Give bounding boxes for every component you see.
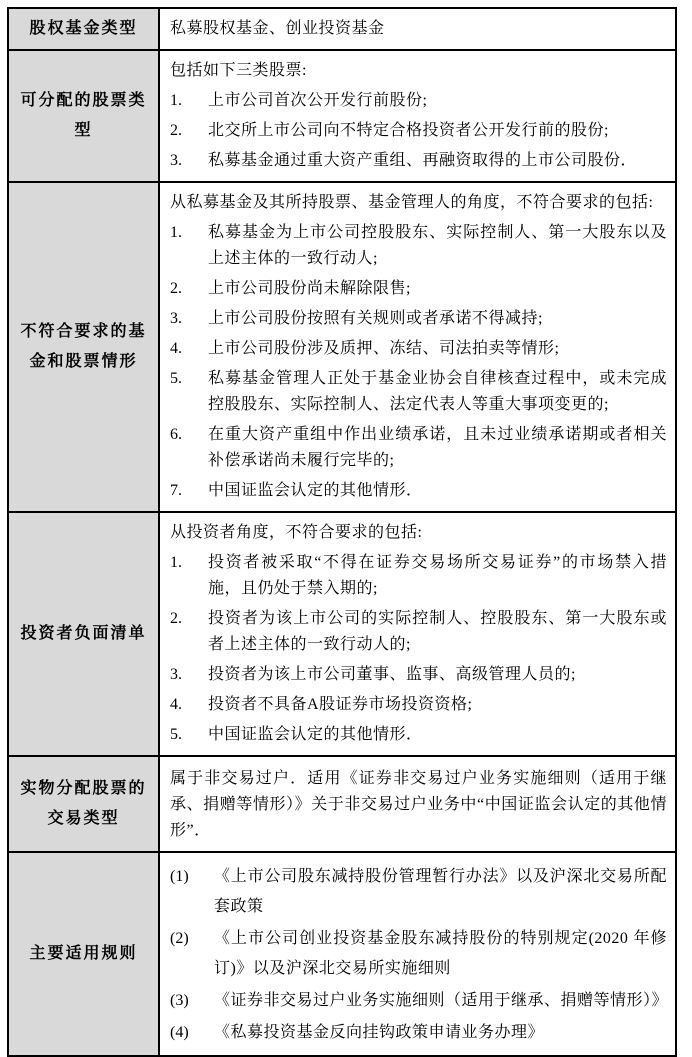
- row-content-cell: [160, 853, 675, 1055]
- row-content-cell: [160, 51, 675, 181]
- row-header-label: 股权基金类型: [29, 20, 138, 37]
- list-item-number: 5.: [170, 370, 182, 387]
- list-item-text: 北交所上市公司向不特定合格投资者公开发行前的股份;: [208, 122, 609, 139]
- list-item-number: 1.: [170, 92, 182, 109]
- row-header-label: 主要适用规则: [29, 945, 138, 962]
- list-item: [170, 606, 667, 658]
- list-item-text: 投资者不具备A股证券市场投资资格;: [208, 696, 473, 713]
- list-item-number: 2.: [170, 280, 182, 297]
- row-header-cell: [9, 51, 160, 181]
- list-item-number: 1.: [170, 554, 182, 571]
- row-content-cell: [160, 513, 675, 755]
- list-item-text: 《上市公司创业投资基金股东减持股份的特别规定(2020 年修订)》以及沪深北交易所实施细则: [214, 930, 667, 977]
- list-item: [170, 148, 667, 174]
- list-item: [170, 862, 667, 922]
- paragraph: 从投资者角度，不符合要求的包括:: [170, 524, 423, 541]
- paragraph: 属于非交易过户．适用《证券非交易过户业务实施细则（适用于继承、捐赠等情形）》关于非交易过户业务中“中国证监会认定的其他情形”．: [170, 770, 667, 839]
- row-header-label: 实物分配股票的交易类型: [20, 780, 147, 827]
- row-header-cell: [9, 853, 160, 1055]
- list-item-number: 2.: [170, 122, 182, 139]
- paragraph: 从私募基金及其所持股票、基金管理人的角度，不符合要求的包括:: [170, 194, 654, 211]
- list-item-text: 上市公司首次公开发行前股份;: [208, 92, 428, 109]
- list-item-number: 1.: [170, 224, 182, 241]
- table-row: [9, 183, 675, 513]
- row-header-label: 可分配的股票类型: [20, 92, 147, 139]
- list-item-number: 4.: [170, 340, 182, 357]
- list-item: [170, 220, 667, 272]
- list-item-text: 私募基金管理人正处于基金业协会自律核查过程中，或未完成控股股东、实际控制人、法定代表人等重大事项变更的;: [208, 370, 667, 413]
- paragraph: 包括如下三类股票:: [170, 62, 307, 79]
- list-item-text: 中国证监会认定的其他情形．: [208, 482, 423, 499]
- list-item-text: 《私募投资基金反向挂钩政策申请业务办理》: [214, 1024, 545, 1041]
- row-content-cell: [160, 757, 675, 851]
- row-header-cell: [9, 513, 160, 755]
- row-header-cell: [9, 183, 160, 511]
- table-row: [9, 9, 675, 51]
- fund-rules-table: [7, 7, 677, 1057]
- table-row: [9, 853, 675, 1055]
- list-item-text: 投资者被采取“不得在证券交易场所交易证券”的市场禁入措施，且仍处于禁入期的;: [208, 554, 667, 597]
- list-item-text: 《证券非交易过户业务实施细则（适用于继承、捐赠等情形）》: [214, 992, 669, 1009]
- list-item: [170, 336, 667, 362]
- list-item-text: 中国证监会认定的其他情形．: [208, 726, 423, 743]
- list-item: [170, 1018, 667, 1048]
- list-item-number: 5.: [170, 726, 182, 743]
- list-item: [170, 924, 667, 984]
- list-item-number: 2.: [170, 610, 182, 627]
- paragraph: 私募股权基金、创业投资基金: [170, 20, 385, 37]
- row-header-label: 不符合要求的基金和股票情形: [20, 323, 147, 370]
- table-row: [9, 513, 675, 757]
- list-item-text: 投资者为该上市公司的实际控制人、控股股东、第一大股东或者上述主体的一致行动人的;: [208, 610, 667, 653]
- list-item-text: 私募基金为上市公司控股股东、实际控制人、第一大股东以及上述主体的一致行动人;: [208, 224, 667, 267]
- list-item: [170, 692, 667, 718]
- list-item: [170, 366, 667, 418]
- list-item: [170, 986, 667, 1016]
- row-content-cell: [160, 183, 675, 511]
- list-item-number: (1): [170, 868, 189, 885]
- list-item-number: 4.: [170, 696, 182, 713]
- list-item: [170, 276, 667, 302]
- list-item-number: 3.: [170, 666, 182, 683]
- list-item-number: (4): [170, 1024, 189, 1041]
- list-item-number: (3): [170, 992, 189, 1009]
- list-item: [170, 478, 667, 504]
- list-item: [170, 722, 667, 748]
- list-item-number: (2): [170, 930, 189, 947]
- list-item-text: 投资者为该上市公司董事、监事、高级管理人员的;: [208, 666, 576, 683]
- list-item-text: 上市公司股份尚未解除限售;: [208, 280, 411, 297]
- table-row: [9, 51, 675, 183]
- row-header-cell: [9, 757, 160, 851]
- list-item-text: 上市公司股份按照有关规则或者承诺不得减持;: [208, 310, 543, 327]
- list-item: [170, 88, 667, 114]
- row-header-cell: [9, 9, 160, 49]
- list-item: [170, 306, 667, 332]
- list-item-text: 上市公司股份涉及质押、冻结、司法拍卖等情形;: [208, 340, 560, 357]
- list-item-number: 3.: [170, 310, 182, 327]
- list-item: [170, 422, 667, 474]
- list-item-text: 《上市公司股东减持股份管理暂行办法》以及沪深北交易所配套政策: [214, 868, 667, 915]
- list-item-number: 7.: [170, 482, 182, 499]
- row-header-label: 投资者负面清单: [20, 625, 147, 642]
- list-item-number: 6.: [170, 426, 182, 443]
- list-item: [170, 662, 667, 688]
- list-item: [170, 550, 667, 602]
- row-content-cell: [160, 9, 675, 49]
- list-item-number: 3.: [170, 152, 182, 169]
- list-item-text: 在重大资产重组中作出业绩承诺，且未过业绩承诺期或者相关补偿承诺尚未履行完毕的;: [208, 426, 667, 469]
- table-row: [9, 757, 675, 853]
- list-item: [170, 118, 667, 144]
- list-item-text: 私募基金通过重大资产重组、再融资取得的上市公司股份．: [208, 152, 638, 169]
